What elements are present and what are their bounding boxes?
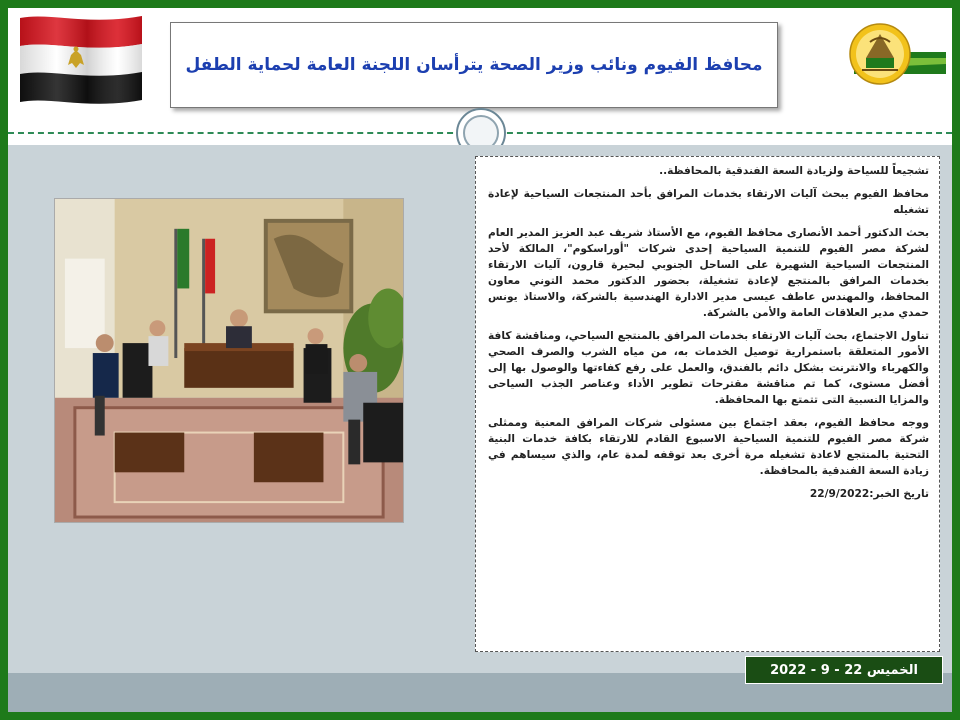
article-paragraph: تناول الاجتماع، بحث آليات الارتقاء بخدمات المرافق بالمنتجع السياحي، ومناقشة كافة الأمور المتعلقة باستمرارية توصيل الخدمات به، من مياه الشرب والصرف الصحي والكهرباء والانترنت بشكل دائم بالفندق، والعمل على رفع كفاءتها والوصول بها إلى أفضل مستوى، كما تم مناقشة مقترحات تطوير الأداء وعناصر الجذب السياحى والمزايا النسبية التى تتمتع بها المحافظة. [488,330,929,406]
article-paragraph: بحث الدكتور أحمد الأنصارى محافظ الفيوم، مع الأستاذ شريف عبد العزيز المدير العام لشركة مصر الفيوم للتنمية السياحية إحدى شركات "أوراسكوم"، المالكة لأحد المنتجعات السياحية الشهيرة على الساحل الجنوبي لبحيرة قارون، آليات الارتقاء بخدمات المرافق بالمنتجع لإعادة تشغيلة، بحضور الدكتور محمد التوني معاون المحافظ، والمهندس عاطف عيسى مدير الادارة الهندسية بالشركة، والاستاذ يونس حمدي مدير العلاقات العامة والأمن بالشركة. [488,227,929,319]
footer-date-label: الخميس 22 - 9 - 2022 [745,656,943,684]
page-frame [8,8,952,712]
headline-box [170,22,778,108]
article-date: تاريخ الخبر:22/9/2022 [809,488,929,500]
fayoum-governorate-logo-icon [836,18,946,98]
meeting-photo [54,198,404,523]
article-paragraph: ووجه محافظ الفيوم، بعقد اجتماع بين مسئولى شركات المرافق المعنية وممثلى شركة مصر الفيوم للتنمية السياحية الاسبوع القادم للارتقاء بكافة خدمات البنية التحتية بالمنتجع لاعادة تشغيله مرة أخرى بعد توقفه لمدة عام، والذي سيساهم في زيادة السعة الفندقية بالمحافظة. [488,417,929,477]
article-body [475,156,940,652]
egypt-flag-icon [16,12,146,104]
article-paragraph: محافظ الفيوم يبحث آليات الارتقاء بخدمات المرافق بأحد المنتجعات السياحية لإعادة تشغيله [488,188,929,216]
article-paragraph: تشجيعاً للسياحة ولزيادة السعة الفندقية بالمحافظة.. [659,165,929,177]
headline-title: محافظ الفيوم ونائب وزير الصحة يترأسان اللجنة العامة لحماية الطفل [185,55,763,75]
